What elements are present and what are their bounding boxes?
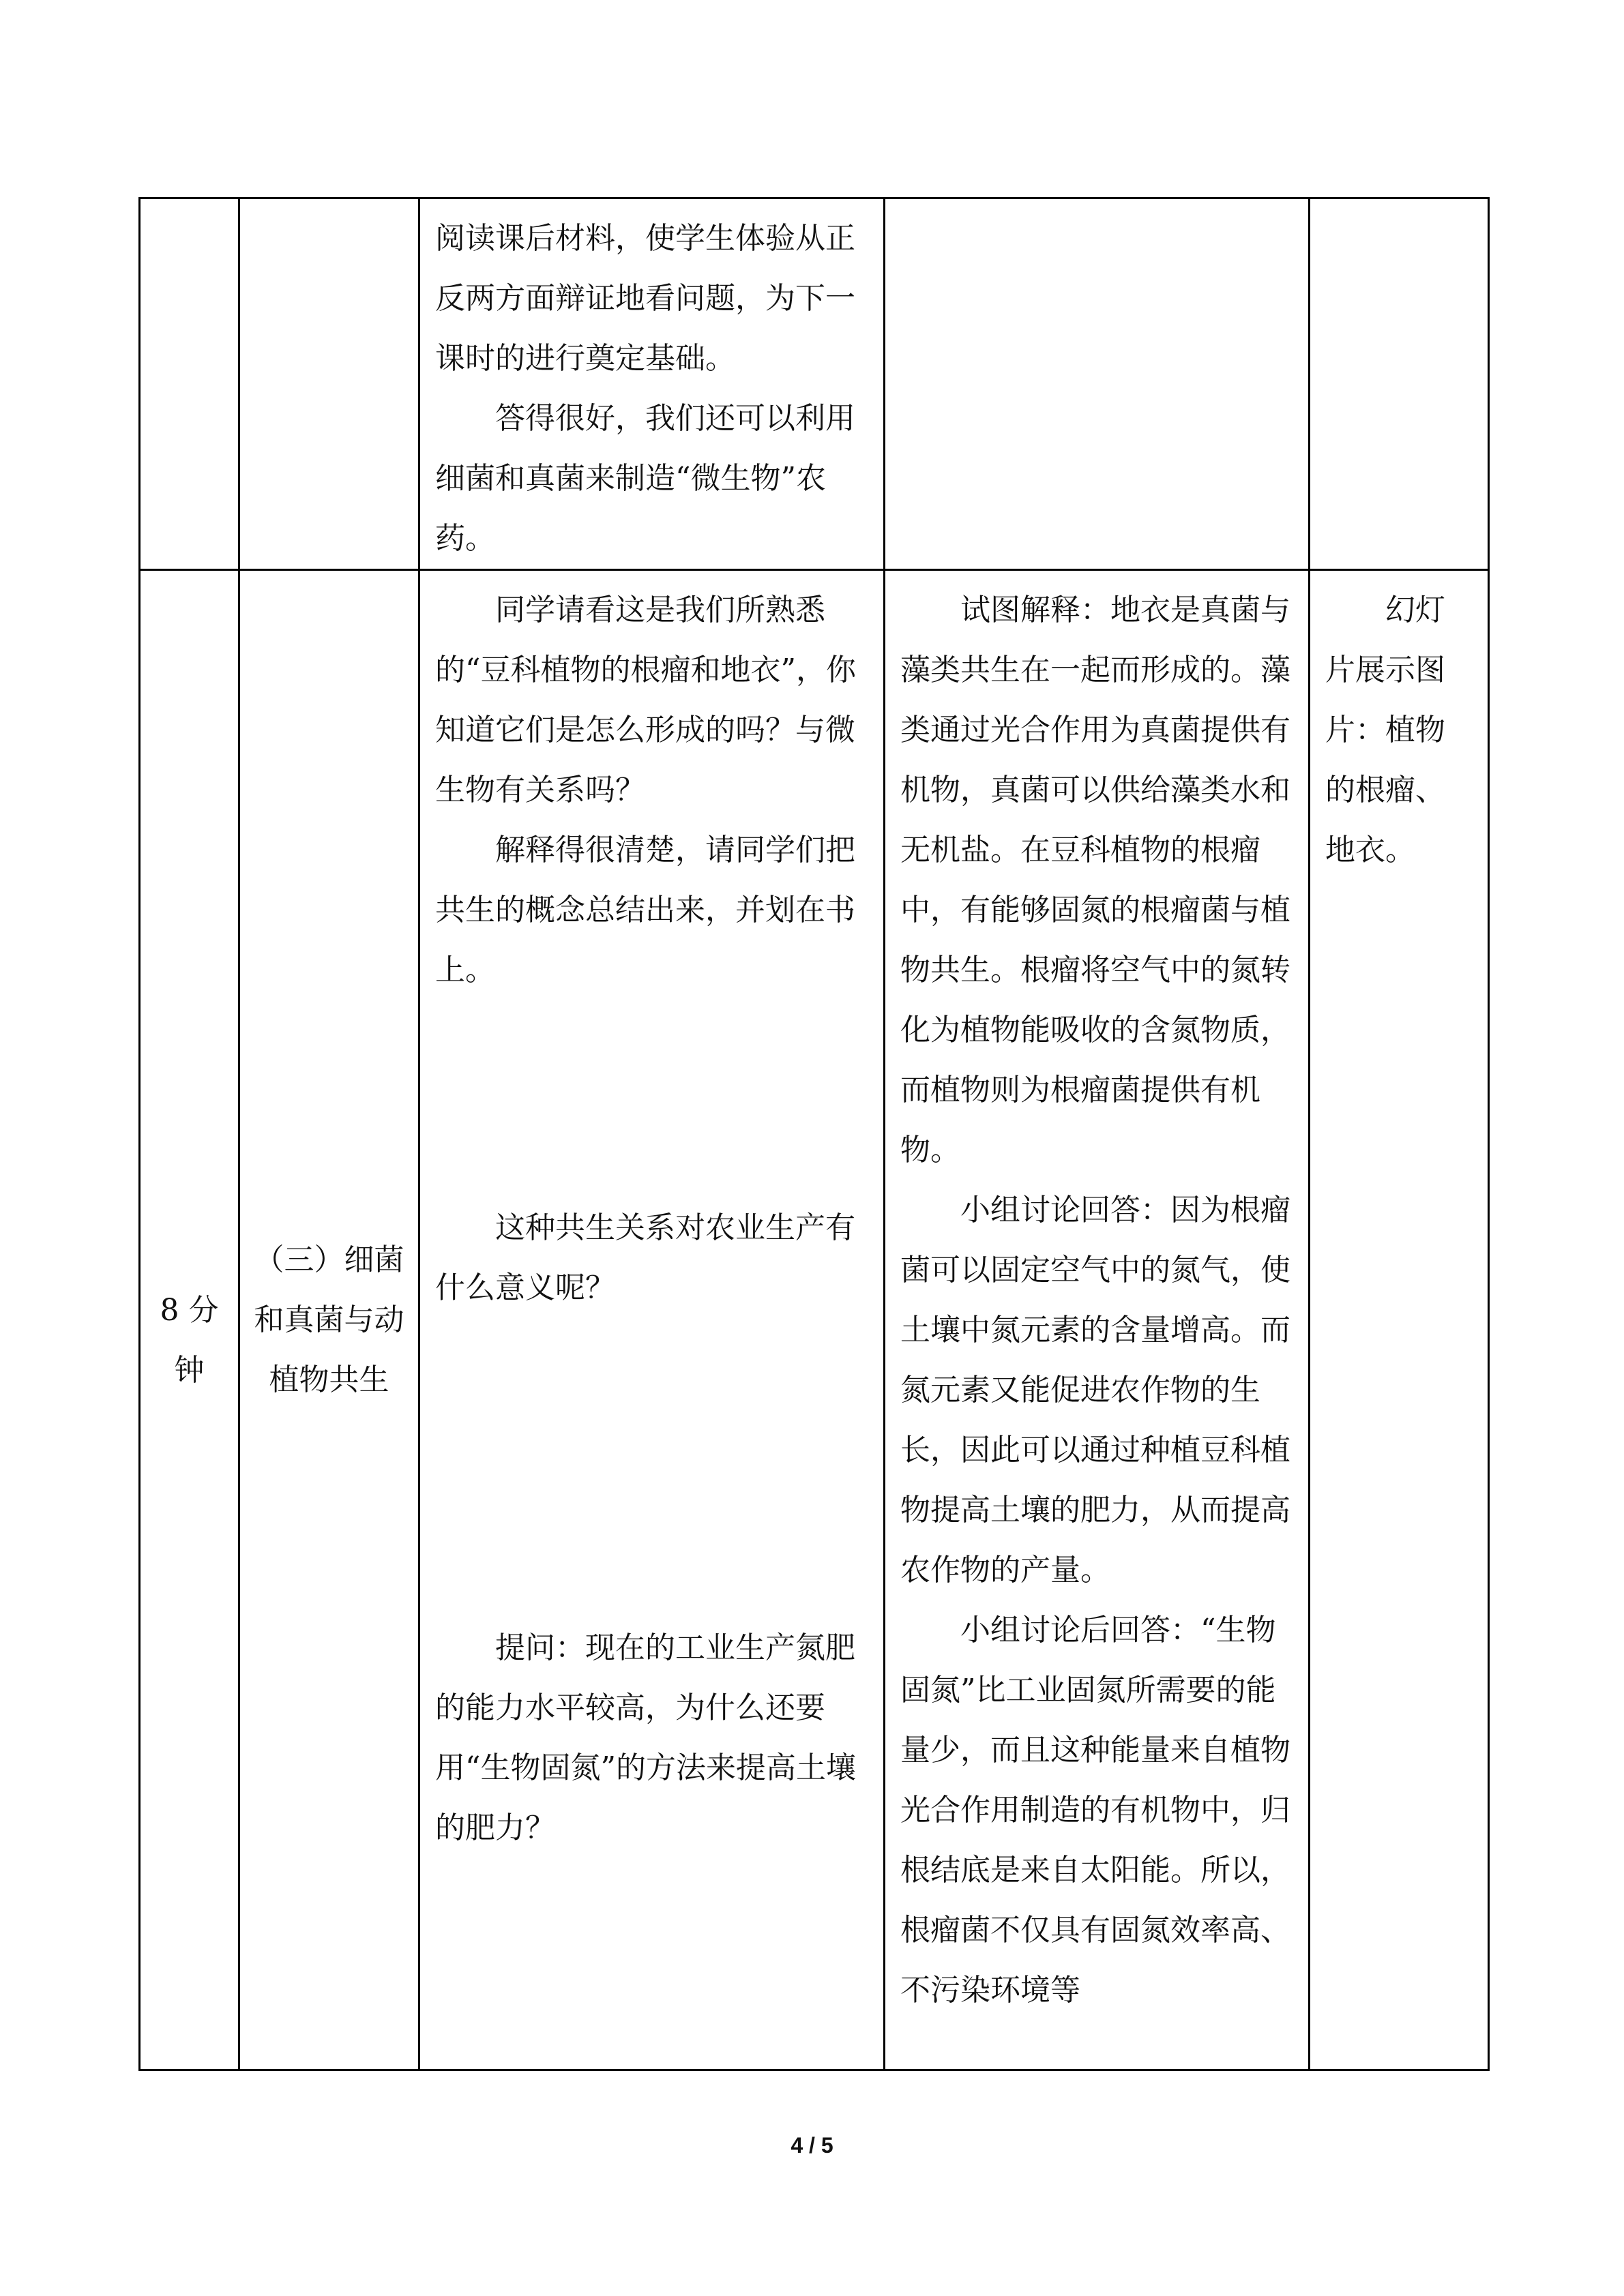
student-paragraph: 试图解释：地衣是真菌与藻类共生在一起而形成的。藻类通过光合作用为真菌提供有机物，真菌可以供给藻类水和无机盐。在豆科植物的根瘤中，有能够固氮的根瘤菌与植物共生。根瘤将空气中的氮转化为植物能吸收的含氮物质，而植物则为根瘤菌提供有机物。 <box>900 593 1290 1167</box>
media-cell <box>1310 570 1489 2070</box>
teacher-paragraph: 提问：现在的工业生产氮肥的能力水平较高，为什么还要用“生物固氮”的方法来提高土壤的肥力？ <box>435 1630 856 1845</box>
student-activity-cell <box>885 198 1310 570</box>
teacher-activity-cell <box>419 198 885 570</box>
table-row <box>140 570 1489 2070</box>
spacer <box>435 1318 867 1618</box>
time-cell: 8 分钟 <box>140 570 239 2070</box>
teacher-paragraph: 阅读课后材料，使学生体验从正反两方面辩证地看问题，为下一课时的进行奠定基础。 <box>435 221 855 376</box>
teacher-paragraph: 这种共生关系对农业生产有什么意义呢？ <box>435 1210 855 1305</box>
page-number: 4 / 5 <box>791 2133 833 2158</box>
table-row <box>140 198 1489 570</box>
teacher-paragraph: 答得很好，我们还可以利用细菌和真菌来制造“微生物”农药。 <box>435 401 855 556</box>
student-paragraph: 小组讨论后回答：“生物固氮”比工业固氮所需要的能量少，而且这种能量来自植物光合作用制造的有机物中，归根结底是来自太阳能。所以，根瘤菌不仅具有固氮效率高、不污染环境等 <box>900 1613 1290 2008</box>
media-paragraph: 幻灯片展示图片：植物的根瘤、地衣。 <box>1325 593 1445 867</box>
teacher-paragraph: 解释得很清楚，请同学们把共生的概念总结出来，并划在书上。 <box>435 833 855 987</box>
stage-cell: （三）细菌和真菌与动植物共生 <box>239 570 419 2070</box>
student-activity-cell <box>885 570 1310 2070</box>
lesson-plan-table <box>138 197 1490 2071</box>
teacher-activity-cell <box>419 570 885 2070</box>
time-cell <box>140 198 239 570</box>
media-cell <box>1310 198 1489 570</box>
student-paragraph: 小组讨论回答：因为根瘤菌可以固定空气中的氮气，使土壤中氮元素的含量增高。而氮元素又能促进农作物的生长，因此可以通过种植豆科植物提高土壤的肥力，从而提高农作物的产量。 <box>900 1193 1290 1587</box>
stage-cell <box>239 198 419 570</box>
spacer <box>435 1000 867 1198</box>
teacher-paragraph: 同学请看这是我们所熟悉的“豆科植物的根瘤和地衣”，你知道它们是怎么形成的吗？与微生物有关系吗？ <box>435 593 856 807</box>
